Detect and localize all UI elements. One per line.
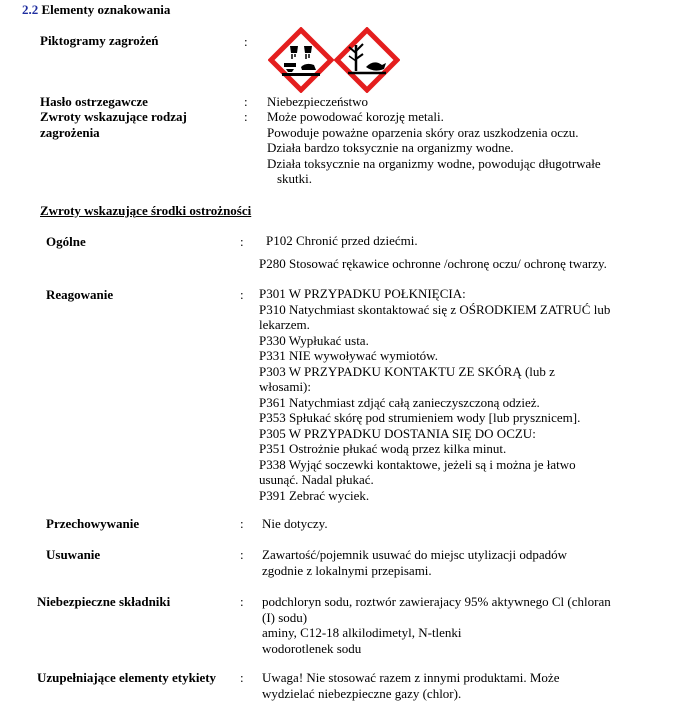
section-title: Elementy oznakowania: [41, 2, 171, 17]
response-line: P330 Wypłukać usta.: [259, 332, 369, 348]
general-line: P102 Chronić przed dziećmi.: [266, 233, 418, 248]
hazard-line: Powoduje poważne oparzenia skóry oraz uszkodzenia oczu.: [267, 124, 579, 140]
pictograms-row: [268, 27, 400, 97]
colon: :: [244, 109, 248, 124]
hazard-line: skutki.: [277, 171, 313, 186]
component-line: wodorotlenek sodu: [262, 640, 362, 656]
colon: :: [240, 670, 244, 685]
component-line: podchloryn sodu, roztwór zawierajacy 95% aktywnego Cl (chloran: [262, 594, 611, 609]
response-line: usunąć. Nadal płukać.: [259, 472, 374, 487]
precautionary-heading: Zwroty wskazujące środki ostrożności: [40, 203, 252, 218]
response-line: P305 W PRZYPADKU DOSTANIA SIĘ DO OCZU:: [259, 425, 536, 441]
colon: :: [244, 94, 248, 109]
storage-value: Nie dotyczy.: [262, 516, 328, 531]
response-line: P301 W PRZYPADKU POŁKNIĘCIA:: [259, 286, 466, 301]
response-line: lekarzem.: [259, 317, 310, 332]
pictograms-svg: [268, 27, 400, 93]
response-list: [259, 286, 610, 503]
general-line: P280 Stosować rękawice ochronne /ochronę oczu/ ochronę twarzy.: [259, 256, 607, 271]
hazard-statements-label: [40, 109, 187, 140]
hazard-label-line: Zwroty wskazujące rodzaj: [40, 109, 187, 124]
colon: :: [240, 594, 244, 609]
signal-word-value: Niebezpieczeństwo: [267, 94, 369, 109]
supplementary-line: Uwaga! Nie stosować razem z innymi produktami. Może: [262, 670, 560, 685]
component-line: (I) sodu): [262, 609, 308, 625]
hazardous-components-list: [262, 594, 611, 656]
response-line: P338 Wyjąć soczewki kontaktowe, jeżeli są i można je łatwo: [259, 456, 576, 472]
hazard-label-line: zagrożenia: [40, 124, 100, 140]
disposal-label: Usuwanie: [46, 547, 101, 562]
hazard-line: Może powodować korozję metali.: [267, 109, 444, 124]
response-line: włosami):: [259, 379, 311, 394]
hazard-statements-list: [267, 109, 601, 187]
component-line: aminy, C12-18 alkilodimetyl, N-tlenki: [262, 625, 462, 640]
supplementary-list: [262, 670, 559, 701]
colon: :: [240, 547, 244, 562]
response-line: P361 Natychmiast zdjąć całą zanieczyszczoną odzież.: [259, 394, 540, 410]
colon: :: [240, 287, 244, 302]
corrosion-pictogram: [271, 30, 331, 90]
response-line: P331 NIE wywoływać wymiotów.: [259, 348, 438, 363]
hazard-line: Działa toksycznie na organizmy wodne, powodując długotrwałe: [267, 155, 601, 171]
colon: :: [244, 34, 248, 49]
supplementary-label: Uzupełniające elementy etykiety: [37, 670, 217, 685]
colon: :: [240, 516, 244, 531]
supplementary-line: wydzielać niebezpieczne gazy (chlor).: [262, 685, 462, 701]
pictograms-label: Piktogramy zagrożeń: [40, 33, 159, 48]
response-line: P303 W PRZYPADKU KONTAKTU ZE SKÓRĄ (lub z: [259, 363, 555, 379]
disposal-line: Zawartość/pojemnik usuwać do miejsc utylizacji odpadów: [262, 547, 568, 562]
response-line: P351 Ostrożnie płukać wodą przez kilka minut.: [259, 441, 507, 456]
storage-label: Przechowywanie: [46, 516, 140, 531]
response-label: Reagowanie: [46, 287, 114, 302]
response-line: P391 Zebrać wyciek.: [259, 487, 370, 503]
disposal-list: [262, 547, 567, 578]
response-line: P353 Spłukać skórę pod strumieniem wody [lub prysznicem].: [259, 410, 581, 425]
hazard-line: Działa bardzo toksycznie na organizmy wodne.: [267, 140, 514, 155]
general-label: Ogólne: [46, 234, 86, 249]
response-line: P310 Natychmiast skontaktować się z OŚRODKIEM ZATRUĆ lub: [259, 301, 611, 317]
environment-pictogram: [337, 30, 397, 90]
signal-word-label: Hasło ostrzegawcze: [40, 94, 148, 109]
colon: :: [240, 234, 244, 249]
disposal-line: zgodnie z lokalnymi przepisami.: [262, 562, 432, 578]
section-number: 2.2: [22, 2, 39, 17]
hazardous-components-label: Niebezpieczne składniki: [37, 594, 171, 609]
section-heading: [22, 2, 170, 18]
